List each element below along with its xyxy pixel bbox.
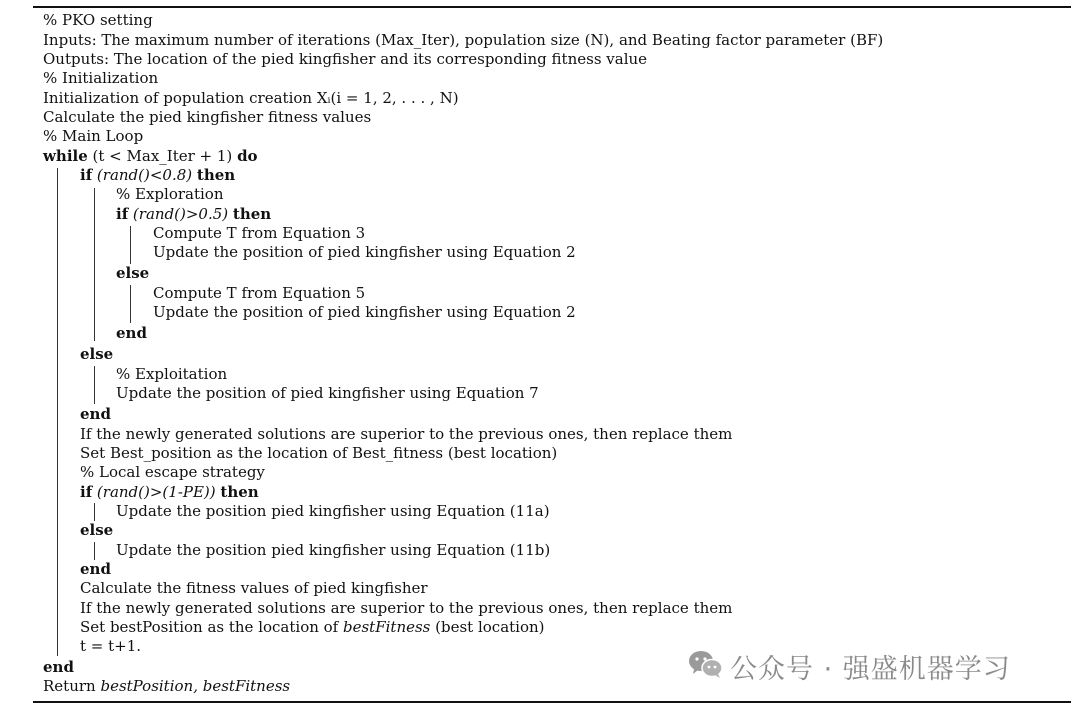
replace-solutions-line: If the newly generated solutions are superior to the previous ones, then replace them — [80, 425, 733, 443]
if-keyword: if — [116, 205, 129, 223]
end-keyword: end — [80, 405, 111, 423]
increment-t-line: t = t+1. — [80, 637, 142, 655]
update-eq7-line: Update the position of pied kingfisher using Equation 7 — [116, 384, 539, 402]
if-block-bar — [94, 188, 95, 341]
if-escape-line — [80, 483, 259, 502]
wechat-icon — [688, 648, 724, 684]
watermark-text: 公众号 · 强盛机器学习 — [730, 653, 1011, 685]
else-keyword: else — [80, 345, 114, 363]
update-eq2-line: Update the position of pied kingfisher using Equation 2 — [153, 243, 576, 261]
calc-fitness-line: Calculate the pied kingfisher fitness values — [43, 108, 372, 126]
end-keyword: end — [80, 560, 111, 578]
set-bestposition-line — [80, 618, 545, 637]
outputs-line: Outputs: The location of the pied kingfisher and its corresponding fitness value — [43, 50, 648, 68]
comment-main-loop: % Main Loop — [43, 127, 144, 145]
if-rand-05-line — [116, 205, 271, 224]
comment-initialization: % Initialization — [43, 69, 159, 87]
if-condition: (rand()>(1-PE)) — [92, 483, 221, 501]
return-line — [43, 677, 290, 696]
return-values: bestPosition, bestFitness — [100, 677, 291, 695]
inner-if-block-bar — [130, 226, 131, 264]
if-condition: (rand()<0.8) — [92, 166, 197, 184]
inputs-line: Inputs: The maximum number of iterations (Max_Iter), population size (N), and Beating factor parameter (BF) — [43, 31, 884, 49]
while-block-bar — [57, 168, 58, 656]
if-condition: (rand()>0.5) — [128, 205, 233, 223]
else-block-bar — [94, 366, 95, 404]
comment-exploitation: % Exploitation — [116, 365, 228, 383]
else-keyword: else — [80, 521, 114, 539]
then-keyword: then — [220, 483, 259, 501]
bestfitness-term: bestFitness — [343, 618, 431, 636]
do-keyword: do — [237, 147, 258, 165]
then-keyword: then — [232, 205, 272, 223]
return-keyword: Return — [43, 677, 101, 695]
update-eq2-line: Update the position of pied kingfisher using Equation 2 — [153, 303, 576, 321]
replace-solutions-line: If the newly generated solutions are superior to the previous ones, then replace them — [80, 599, 733, 617]
escape-else-block-bar — [94, 542, 95, 560]
best-location-text: (best location) — [430, 618, 545, 636]
if-keyword: if — [80, 166, 93, 184]
bottom-rule — [33, 701, 1071, 703]
if-rand-08-line — [80, 166, 235, 185]
compute-t-eq5-line: Compute T from Equation 5 — [153, 284, 366, 302]
comment-exploration: % Exploration — [116, 185, 224, 203]
then-keyword: then — [196, 166, 236, 184]
while-condition: (t < Max_Iter + 1) — [87, 147, 238, 165]
comment-pko-setting: % PKO setting — [43, 11, 153, 29]
end-keyword: end — [116, 324, 147, 342]
update-eq11b-line: Update the position pied kingfisher using Equation (11b) — [116, 541, 551, 559]
if-keyword: if — [80, 483, 93, 501]
watermark — [688, 648, 1011, 684]
calc-fitness-pk-line: Calculate the fitness values of pied kingfisher — [80, 579, 428, 597]
update-eq11a-line: Update the position pied kingfisher using Equation (11a) — [116, 502, 550, 520]
escape-if-block-bar — [94, 503, 95, 521]
end-keyword: end — [43, 658, 74, 676]
while-keyword: while — [43, 147, 88, 165]
inner-else-block-bar — [130, 285, 131, 323]
set-best-position-line: Set Best_position as the location of Best_fitness (best location) — [80, 444, 558, 462]
else-keyword: else — [116, 264, 150, 282]
init-population-line: Initialization of population creation Xᵢ(i = 1, 2, . . . , N) — [43, 89, 459, 107]
comment-local-escape: % Local escape strategy — [80, 463, 265, 481]
while-line — [43, 147, 258, 166]
top-rule — [33, 6, 1071, 8]
compute-t-eq3-line: Compute T from Equation 3 — [153, 224, 366, 242]
set-bestposition-text: Set bestPosition as the location of — [80, 618, 343, 636]
